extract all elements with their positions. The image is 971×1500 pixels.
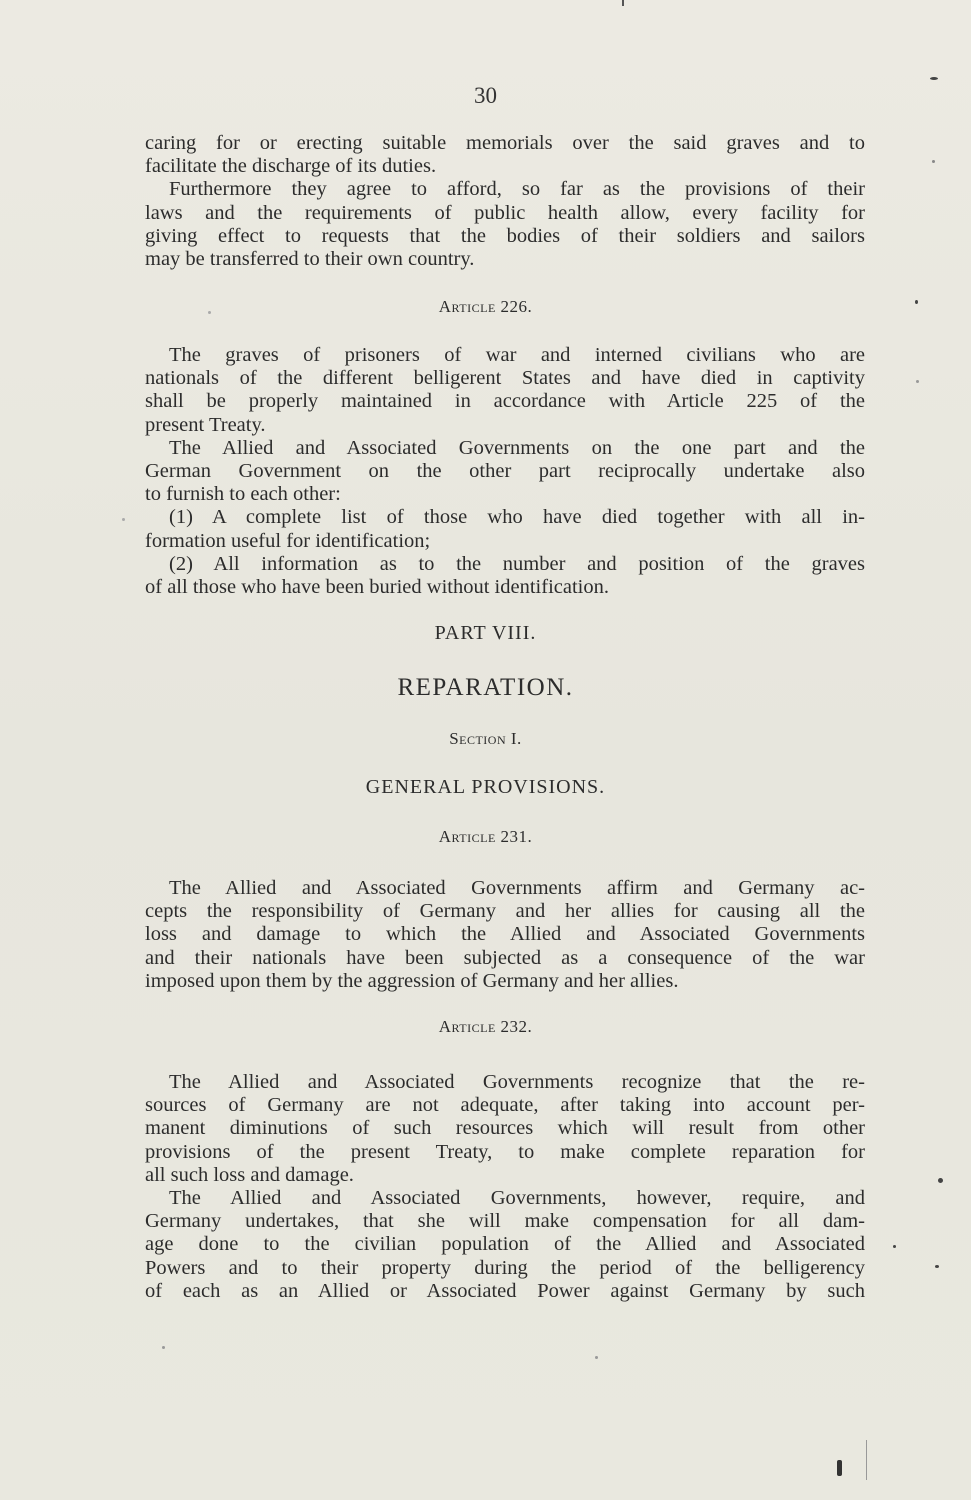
text-line: giving effect to requests that the bodies of their soldiers and sailors xyxy=(145,224,865,247)
scan-speck xyxy=(208,311,211,314)
text-line: imposed upon them by the aggression of Germany and her allies. xyxy=(145,969,679,992)
text-line: The Allied and Associated Governments on the one part and the xyxy=(169,436,865,459)
scan-speck xyxy=(122,518,125,521)
text-line: to furnish to each other: xyxy=(145,483,341,506)
scan-speck xyxy=(162,1346,165,1349)
section-heading: Section I. xyxy=(449,729,522,748)
text-line: The graves of prisoners of war and interned civilians who are xyxy=(169,344,865,366)
text-line: The Allied and Associated Governments, however, require, and xyxy=(169,1187,865,1210)
article-231-body xyxy=(145,877,865,993)
text-line: (1) A complete list of those who have died together with all in- xyxy=(169,506,865,529)
text-line: formation useful for identification; xyxy=(145,529,431,552)
page-number: 30 xyxy=(474,83,497,108)
scan-speck xyxy=(932,160,935,163)
article-226-heading: Article 226. xyxy=(438,297,533,316)
section-title: GENERAL PROVISIONS. xyxy=(365,776,606,798)
text-line: Furthermore they agree to afford, so far as the provisions of their xyxy=(169,178,865,201)
text-line: caring for or erecting suitable memorials over the said graves and to xyxy=(145,132,865,154)
scan-speck xyxy=(935,1265,939,1268)
text-line: provisions of the present Treaty, to make complete reparation for xyxy=(145,1140,865,1163)
text-line: (2) All information as to the number and position of the graves xyxy=(169,552,865,575)
text-line: facilitate the discharge of its duties. xyxy=(145,155,437,178)
scan-speck xyxy=(837,1460,842,1476)
article-231-heading: Article 231. xyxy=(438,827,533,846)
text-line: The Allied and Associated Governments recognize that the re- xyxy=(169,1071,865,1093)
scan-speck xyxy=(893,1245,896,1248)
text-line: cepts the responsibility of Germany and her allies for causing all the xyxy=(145,900,865,923)
text-line: present Treaty. xyxy=(145,413,266,436)
text-line: age done to the civilian population of the Allied and Associated xyxy=(145,1233,865,1256)
text-line: and their nationals have been subjected as a consequence of the war xyxy=(145,946,865,969)
scan-speck xyxy=(930,77,938,80)
text-line: all such loss and damage. xyxy=(145,1163,354,1186)
text-line: laws and the requirements of public health allow, every facility for xyxy=(145,201,865,224)
text-line: The Allied and Associated Governments affirm and Germany ac- xyxy=(169,877,865,899)
text-line: manent diminutions of such resources which will result from other xyxy=(145,1117,865,1140)
text-line: of each as an Allied or Associated Power against Germany by such xyxy=(145,1279,865,1302)
scan-speck xyxy=(866,1440,867,1480)
article-232-heading: Article 232. xyxy=(438,1017,533,1036)
text-line: Powers and to their property during the period of the belligerency xyxy=(145,1256,865,1279)
page-edge-mark xyxy=(622,0,624,6)
text-line: Germany undertakes, that she will make compensation for all dam- xyxy=(145,1210,865,1233)
part-heading: PART VIII. xyxy=(434,622,537,644)
scan-speck xyxy=(595,1356,598,1359)
text-line: loss and damage to which the Allied and Associated Governments xyxy=(145,923,865,946)
text-line: of all those who have been buried without identification. xyxy=(145,576,609,599)
text-line: sources of Germany are not adequate, after taking into account per- xyxy=(145,1094,865,1117)
scan-speck xyxy=(938,1178,943,1183)
article-232-body xyxy=(145,1071,865,1303)
article-226-body xyxy=(145,344,865,599)
text-line: German Government on the other part reciprocally undertake also xyxy=(145,460,865,483)
scan-speck xyxy=(916,380,919,383)
text-line: may be transferred to their own country. xyxy=(145,248,475,271)
text-line: nationals of the different belligerent States and have died in captivity xyxy=(145,367,865,390)
scan-speck xyxy=(915,300,918,304)
text-line: shall be properly maintained in accordance with Article 225 of the xyxy=(145,390,865,413)
article-225-continuation xyxy=(145,132,865,271)
part-title: REPARATION. xyxy=(397,674,574,701)
